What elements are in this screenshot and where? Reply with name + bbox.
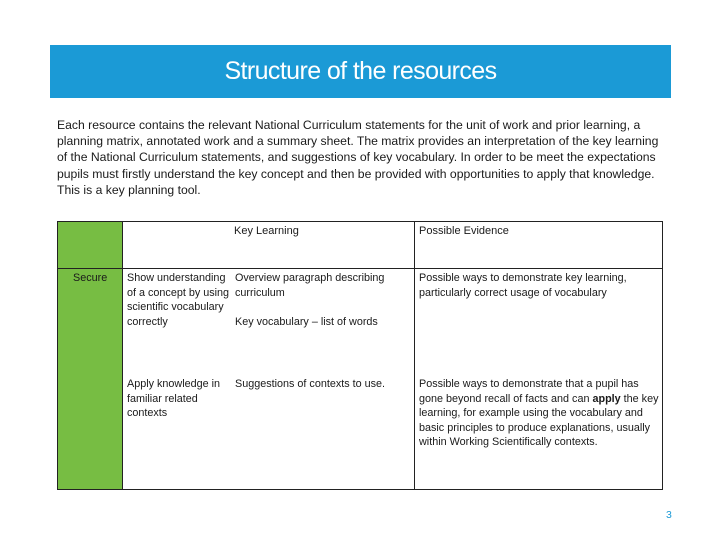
row2-evidence-text-b: the key learning, for example using the vocabulary and basic principles to produce explanations, usually within Working Scientifically contexts.	[419, 392, 659, 448]
row2-evidence	[419, 377, 661, 450]
row2-evidence-text-a: Possible ways to demonstrate that a pupil has gone beyond recall of facts and can	[419, 378, 639, 405]
level-column-header-cell	[58, 221, 122, 268]
row2-evidence-bold: apply	[592, 392, 621, 405]
grid-line	[414, 221, 415, 490]
grid-line	[57, 221, 663, 222]
row2-key-learning-contexts: Suggestions of contexts to use.	[235, 378, 386, 390]
level-column-cell	[58, 268, 122, 489]
grid-line	[122, 221, 123, 490]
row1-evidence: Possible ways to demonstrate key learning, particularly correct usage of vocabulary	[419, 272, 627, 299]
grid-line	[662, 221, 663, 490]
row1-statement: Show understanding of a concept by using scientific vocabulary correctly	[127, 272, 230, 328]
page-number: 3	[666, 509, 672, 521]
row1-key-learning-overview: Overview paragraph describing curriculum	[235, 272, 385, 299]
grid-line	[57, 221, 58, 490]
row1-key-learning-vocabulary: Key vocabulary – list of words	[235, 316, 378, 328]
grid-line	[57, 268, 663, 269]
header-key-learning: Key Learning	[234, 225, 299, 237]
header-possible-evidence: Possible Evidence	[419, 225, 509, 237]
level-label: Secure	[73, 272, 108, 284]
row2-statement: Apply knowledge in familiar related contexts	[127, 378, 221, 419]
slide-title: Structure of the resources	[224, 57, 497, 85]
grid-line	[57, 489, 663, 490]
intro-paragraph: Each resource contains the relevant National Curriculum statements for the unit of work and prior learning, a planning matrix, annotated work and a summary sheet. The matrix provides an interpretation of the key learning of the National Curriculum statements, and suggestions of key vocabulary. In order to be meet the expectations pupils must firstly understand the key concept and then be provided with opportunities to apply that knowledge. This is a key planning tool.	[57, 118, 659, 197]
